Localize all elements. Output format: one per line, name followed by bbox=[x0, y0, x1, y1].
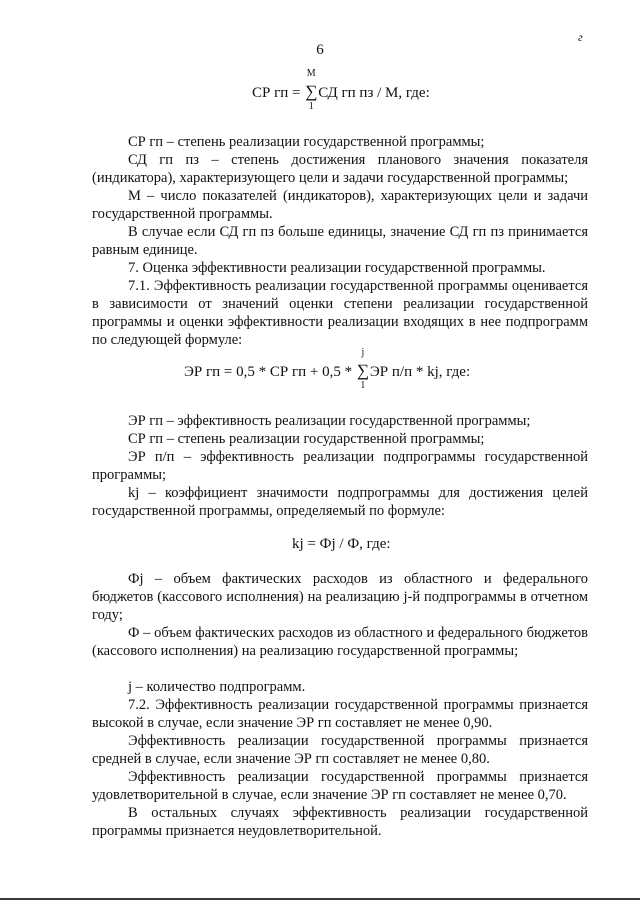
paragraph-def-sd-gp-pz: СД гп пз – степень достижения планового значения показателя (индикатора), характеризующего цели и задачи государственной программы; bbox=[92, 152, 588, 186]
paragraph-satisfactory: Эффективность реализации государственной программы признается удовлетворительной в случае, если значение ЭР гп составляет не менее 0,70. bbox=[92, 769, 588, 803]
formula-er-gp-right: ЭР п/п * kj, где: bbox=[369, 364, 471, 380]
paragraph-def-er-pp: ЭР п/п – эффективность реализации подпрограммы государственной программы; bbox=[92, 449, 588, 483]
sum-symbol: j ∑ 1 bbox=[356, 347, 369, 391]
formula-sr-gp bbox=[252, 68, 430, 112]
scan-bottom-edge bbox=[0, 898, 640, 900]
formula-sr-gp-left: СР гп = bbox=[252, 85, 305, 101]
sum-upper-limit: М bbox=[306, 68, 316, 79]
paragraph-7-2: 7.2. Эффективность реализации государственной программы признается высокой в случае, если значение ЭР гп составляет не менее 0,90. bbox=[92, 697, 588, 731]
formula-sr-gp-right: СД гп пз / М, где: bbox=[318, 85, 430, 101]
sum-symbol: М ∑ 1 bbox=[305, 68, 318, 112]
paragraph-def-er-gp: ЭР гп – эффективность реализации государственной программы; bbox=[128, 413, 531, 429]
paragraph-unsatisfactory: В остальных случаях эффективность реализации государственной программы признается неудовлетворительной. bbox=[92, 805, 588, 839]
page-number: 6 bbox=[316, 42, 324, 58]
section-7-heading: 7. Оценка эффективности реализации государственной программы. bbox=[128, 260, 546, 276]
paragraph-sd-limit: В случае если СД гп пз больше единицы, значение СД гп пз принимается равным единице. bbox=[92, 224, 588, 258]
paragraph-def-j: j – количество подпрограмм. bbox=[128, 679, 306, 695]
corner-mark: г bbox=[578, 30, 583, 44]
paragraph-def-fj: Фj – объем фактических расходов из областного и федерального бюджетов (кассового исполнения) на реализацию j-й подпрограммы в отчетном году; bbox=[92, 571, 588, 623]
paragraph-7-1: 7.1. Эффективность реализации государственной программы оценивается в зависимости от значений оценки степени реализации государственной программы и оценки эффективности реализации входящих в нее подпрограмм по следующей формуле: bbox=[92, 278, 588, 348]
formula-er-gp bbox=[184, 347, 471, 391]
paragraph-medium: Эффективность реализации государственной программы признается средней в случае, если значение ЭР гп составляет не менее 0,80. bbox=[92, 733, 588, 767]
formula-er-gp-left: ЭР гп = 0,5 * СР гп + 0,5 * bbox=[184, 364, 356, 380]
paragraph-def-sr-gp: СР гп – степень реализации государственной программы; bbox=[128, 134, 485, 150]
sum-lower-limit: 1 bbox=[308, 101, 314, 112]
formula-kj: kj = Фj / Ф, где: bbox=[292, 536, 391, 552]
paragraph-def-kj: kj – коэффициент значимости подпрограммы для достижения целей государственной программы, определяемый по формуле: bbox=[92, 485, 588, 519]
sum-lower-limit: 1 bbox=[360, 380, 366, 391]
paragraph-def-f: Ф – объем фактических расходов из областного и федерального бюджетов (кассового исполнения) на реализацию государственной программы; bbox=[92, 625, 588, 659]
paragraph-def-sr-gp-2: СР гп – степень реализации государственной программы; bbox=[128, 431, 485, 447]
sum-upper-limit: j bbox=[361, 347, 365, 358]
paragraph-def-m: М – число показателей (индикаторов), характеризующих цели и задачи государственной программы. bbox=[92, 188, 588, 222]
